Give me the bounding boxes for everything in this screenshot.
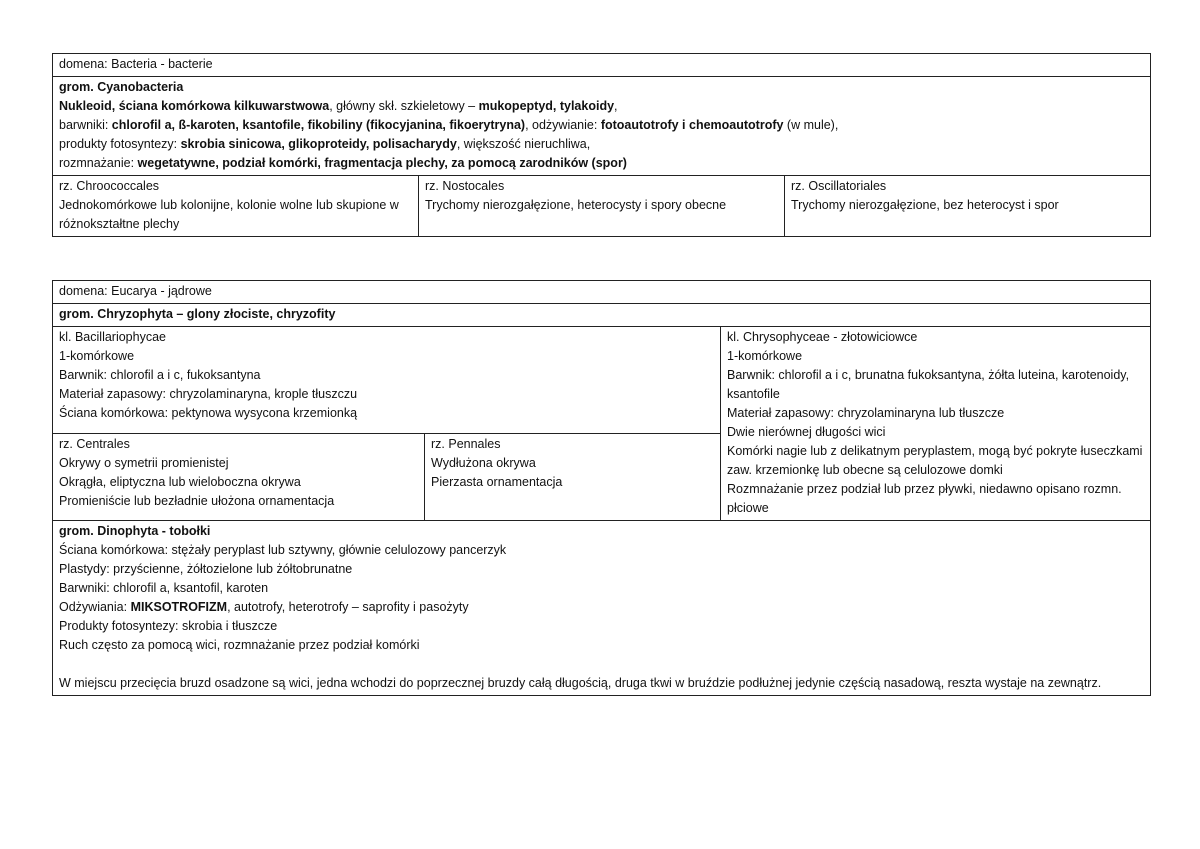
bold-text-run: chlorofil a, ß-karoten, ksantofile, fikobiliny (fikocyjanina, fikoerytryna): [111, 118, 526, 132]
cyanobacteria-title: grom. Cyanobacteria: [59, 80, 184, 94]
class-line: Dwie nierównej długości wici: [727, 425, 886, 439]
dinophyta-cell: [53, 521, 1151, 696]
text-run: Odżywiania:: [59, 600, 131, 614]
order-line: Wydłużona okrywa: [431, 456, 536, 471]
dinophyta-line: Barwniki: chlorofil a, ksantofil, karoten: [59, 581, 269, 595]
dinophyta-paragraph: W miejscu przecięcia bruzd osadzone są wici, jedna wchodzi do poprzecznej bruzdy całą długością, druga tkwi w bruździe podłużnej jedynie częścią nasadową, reszta wystaje na zewnątrz.: [59, 676, 1102, 690]
pennales-cell: [425, 434, 721, 521]
text-run: , autotrofy, heterotrofy – saprofity i pasożyty: [227, 600, 469, 614]
class-line: Ściana komórkowa: pektynowa wysycona krzemionką: [59, 406, 358, 420]
spacer: [59, 655, 1144, 674]
text-run: barwniki:: [59, 118, 112, 132]
chryzophyta-title: grom. Chryzophyta – glony złociste, chryzofity: [59, 307, 336, 321]
text-run: rozmnażanie:: [59, 156, 138, 170]
bold-text-run: wegetatywne, podział komórki, fragmentacja plechy, za pomocą zarodników (spor): [137, 156, 627, 170]
cyanobacteria-line-3: [59, 135, 1144, 154]
order-line: Okrywy o symetrii promienistej: [59, 456, 229, 471]
eucarya-table: [52, 280, 1151, 696]
order-line: Promieniście lub bezładnie ułożona ornamentacja: [59, 494, 335, 509]
order-name: rz. Pennales: [431, 437, 501, 452]
cyanobacteria-line-1: [59, 97, 1144, 116]
order-cell-chroococcales: [53, 176, 419, 237]
text-run: , większość nieruchliwa,: [456, 137, 591, 151]
class-title: kl. Chrysophyceae - złotowiciowce: [727, 330, 918, 344]
class-line: Rozmnażanie przez podział lub przez pływki, niedawno opisano rozmn. płciowe: [727, 482, 1122, 515]
cyanobacteria-line-4: [59, 154, 1144, 173]
cyanobacteria-cell: [53, 77, 1151, 176]
dinophyta-nutrition: [59, 598, 1144, 617]
chryzophyta-cell: [53, 304, 1151, 327]
eucarya-domain-label: domena: Eucarya - jądrowe: [59, 284, 212, 298]
text-run: ,: [614, 99, 618, 113]
dinophyta-line: Plastydy: przyścienne, żółtozielone lub żółtobrunatne: [59, 562, 353, 576]
bacillariophyceae-cell: [53, 327, 721, 434]
bold-text-run: skrobia sinicowa, glikoproteidy, polisacharydy: [180, 137, 457, 151]
dinophyta-line: Ruch często za pomocą wici, rozmnażanie przez podział komórki: [59, 638, 420, 652]
dinophyta-title: grom. Dinophyta - tobołki: [59, 524, 211, 538]
cyanobacteria-line-2: [59, 116, 1144, 135]
order-cell-oscillatoriales: [785, 176, 1151, 237]
bacteria-table: [52, 53, 1151, 237]
bold-text-run: Nukleoid, ściana komórkowa kilkuwarstwowa: [59, 99, 330, 113]
order-name: rz. Chroococcales: [59, 179, 160, 193]
order-description: Trychomy nierozgałęzione, bez heterocyst i spor: [791, 198, 1059, 212]
class-line: 1-komórkowe: [59, 349, 135, 363]
order-cell-nostocales: [419, 176, 785, 237]
dinophyta-line: Ściana komórkowa: stężały peryplast lub sztywny, głównie celulozowy pancerzyk: [59, 543, 507, 557]
text-run: , odżywianie:: [525, 118, 601, 132]
text-run: (w mule),: [783, 118, 839, 132]
order-description: Trychomy nierozgałęzione, heterocysty i spory obecne: [425, 198, 727, 212]
eucarya-domain-cell: [53, 281, 1151, 304]
class-line: Barwnik: chlorofil a i c, fukoksantyna: [59, 368, 261, 382]
centrales-cell: [53, 434, 425, 521]
class-title: kl. Bacillariophycae: [59, 330, 166, 344]
bacteria-domain-cell: [53, 54, 1151, 77]
class-line: Materiał zapasowy: chryzolaminaryna, krople tłuszczu: [59, 387, 358, 401]
text-run: , główny skł. szkieletowy –: [329, 99, 479, 113]
class-line: 1-komórkowe: [727, 349, 803, 363]
order-name: rz. Nostocales: [425, 179, 505, 193]
bold-text-run: fotoautotrofy i chemoautotrofy: [600, 118, 784, 132]
bold-text-run: mukopeptyd, tylakoidy: [478, 99, 615, 113]
order-description: Jednokomórkowe lub kolonijne, kolonie wolne lub skupione w różnokształtne plechy: [59, 198, 399, 231]
bacteria-domain-label: domena: Bacteria - bacterie: [59, 57, 213, 71]
bold-text-run: MIKSOTROFIZM: [130, 600, 228, 614]
order-name: rz. Centrales: [59, 437, 130, 452]
class-line: Komórki nagie lub z delikatnym peryplastem, mogą być pokryte łuseczkami zaw. krzemionkę lub obecne są celulozowe domki: [727, 444, 1143, 477]
dinophyta-line: Produkty fotosyntezy: skrobia i tłuszcze: [59, 619, 278, 633]
class-line: Barwnik: chlorofil a i c, brunatna fukoksantyna, żółta luteina, karotenoidy, ksantofile: [727, 368, 1130, 401]
order-name: rz. Oscillatoriales: [791, 179, 887, 193]
order-line: Pierzasta ornamentacja: [431, 475, 563, 490]
chrysophyceae-cell: [721, 327, 1151, 521]
order-line: Okrągła, eliptyczna lub wieloboczna okrywa: [59, 475, 301, 490]
text-run: produkty fotosyntezy:: [59, 137, 181, 151]
class-line: Materiał zapasowy: chryzolaminaryna lub tłuszcze: [727, 406, 1005, 420]
